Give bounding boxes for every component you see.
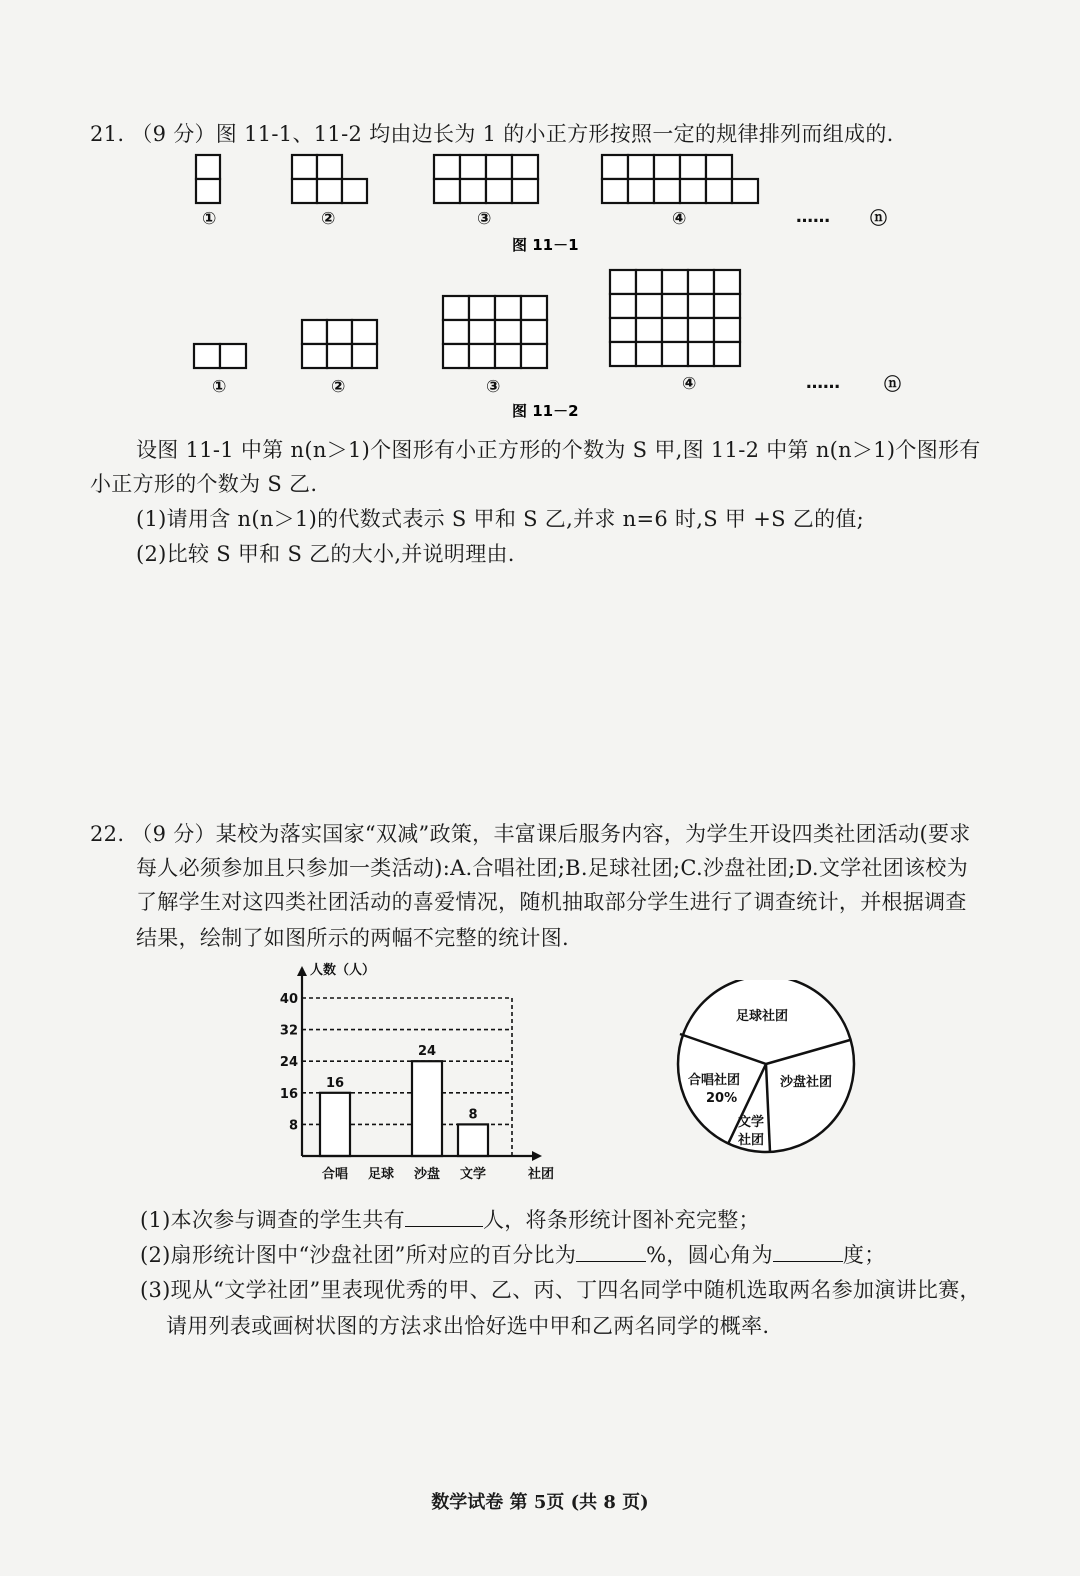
y-axis-arrow: [297, 966, 307, 976]
bar-2: [412, 1061, 442, 1156]
fig11-2-shape-1: [194, 344, 246, 368]
q22-sub1-text-a: (1)本次参与调查的学生共有: [140, 1208, 405, 1232]
pie-label-football: 足球社团: [736, 1009, 789, 1024]
x-axis-title: 社团: [528, 1167, 555, 1182]
fig11-2-caption: 图 11－2: [512, 402, 579, 420]
pie-label-literature-2: 社团: [738, 1133, 765, 1148]
q22-sub1-text-b: 人，将条形统计图补充完整；: [482, 1208, 760, 1232]
q22-line4: 结果，绘制了如图所示的两幅不完整的统计图.: [136, 926, 569, 950]
q22-sub3-line2: 请用列表或画树状图的方法求出恰好选中甲和乙两名同学的概率.: [166, 1314, 770, 1338]
q22-sub2: [140, 1239, 886, 1269]
q21-text-line2: 小正方形的个数为 S 乙.: [90, 472, 318, 496]
x-axis-arrow: [532, 1151, 542, 1161]
q21-header: 21. （9 分）图 11-1、11-2 均由边长为 1 的小正方形按照一定的规律排列而组成的.: [90, 122, 894, 146]
y-tick-label-8: 8: [288, 1118, 298, 1134]
q22-line3: 了解学生对这四类社团活动的喜爱情况，随机抽取部分学生进行了调查统计，并根据调查: [136, 890, 967, 914]
bar-data-label-3: 8: [468, 1107, 478, 1123]
pie-chart: [660, 980, 880, 1180]
fig11-2-shape-2: [302, 320, 377, 368]
q21-sub1: (1)请用含 n(n＞1)的代数式表示 S 甲和 S 乙,并求 n=6 时,S 甲 +S 乙的值;: [136, 507, 865, 531]
fig11-2-label-2: ②: [331, 377, 346, 397]
answer-blank-total[interactable]: [405, 1208, 483, 1227]
q22-sub3-line1: (3)现从“文学社团”里表现优秀的甲、乙、丙、丁四名同学中随机选取两名参加演讲比赛，: [140, 1278, 981, 1302]
fig11-2-ellipsis: ……: [806, 373, 840, 393]
q21-sub2: (2)比较 S 甲和 S 乙的大小,并说明理由.: [136, 542, 515, 566]
fig11-1-caption: 图 11－1: [512, 236, 579, 254]
fig11-2-shape-3: [443, 296, 547, 368]
bar-0: [320, 1093, 350, 1156]
q22-sub2-text-a: (2)扇形统计图中“沙盘社团”所对应的百分比为: [140, 1243, 577, 1267]
fig11-2-label-3: ③: [486, 377, 501, 397]
answer-blank-percent[interactable]: [576, 1243, 646, 1262]
bar-3: [458, 1124, 488, 1156]
fig11-2-shape-4: [610, 270, 740, 366]
y-tick-label-32: 32: [279, 1023, 298, 1039]
fig11-2-label-1: ①: [212, 377, 227, 397]
fig11-1-shape-2: [292, 155, 367, 203]
bar-chart: [270, 960, 570, 1190]
y-tick-label-16: 16: [279, 1086, 298, 1102]
fig11-1-label-4: ④: [672, 209, 687, 229]
q22-sub2-text-c: 度；: [842, 1243, 886, 1267]
q22-sub1: [140, 1204, 760, 1234]
fig11-1-shape-4: [602, 155, 758, 203]
fig11-1-label-1: ①: [202, 209, 217, 229]
q21-text-line1: 设图 11-1 中第 n(n＞1)个图形有小正方形的个数为 S 甲,图 11-2 中第 n(n＞1)个图形有: [136, 438, 981, 462]
page-footer: 数学试卷 第 5页 (共 8 页): [431, 1492, 649, 1513]
y-tick-label-40: 40: [279, 992, 298, 1007]
q22-line1: 22. （9 分）某校为落实国家“双减”政策，丰富课后服务内容，为学生开设四类社团活动(要求: [90, 822, 971, 846]
fig11-1-label-3: ③: [477, 209, 492, 229]
q22-line2: 每人必须参加且只参加一类活动):A.合唱社团;B.足球社团;C.沙盘社团;D.文学社团该校为: [136, 856, 968, 880]
pie-label-choir-percent: 20%: [706, 1091, 738, 1106]
x-tick-label-2: 沙盘: [413, 1167, 441, 1182]
fig11-2-label-n: ⓝ: [884, 375, 901, 395]
fig11-1-label-2: ②: [321, 209, 336, 229]
q22-sub2-text-b: %，圆心角为: [646, 1243, 773, 1267]
bar-data-label-2: 24: [417, 1044, 437, 1060]
y-tick-label-24: 24: [279, 1055, 298, 1071]
pie-label-choir: 合唱社团: [688, 1073, 741, 1088]
y-axis-title: 人数（人）: [310, 963, 376, 978]
fig11-2-label-4: ④: [682, 374, 697, 394]
x-tick-label-1: 足球: [367, 1167, 395, 1182]
fig11-1-label-n: ⓝ: [870, 209, 887, 229]
pie-label-literature-1: 文学: [738, 1115, 765, 1130]
pie-label-sandbox: 沙盘社团: [780, 1075, 833, 1090]
x-tick-label-0: 合唱: [321, 1167, 349, 1182]
x-tick-label-3: 文学: [459, 1167, 487, 1182]
answer-blank-angle[interactable]: [773, 1243, 843, 1262]
bar-data-label-0: 16: [325, 1075, 345, 1091]
fig11-1-ellipsis: ……: [796, 207, 830, 227]
fig11-1-shape-1: [196, 155, 220, 203]
fig11-1-shape-3: [434, 155, 538, 203]
bar-chart-bars: [320, 1061, 488, 1156]
q21-figures: [0, 0, 1080, 430]
